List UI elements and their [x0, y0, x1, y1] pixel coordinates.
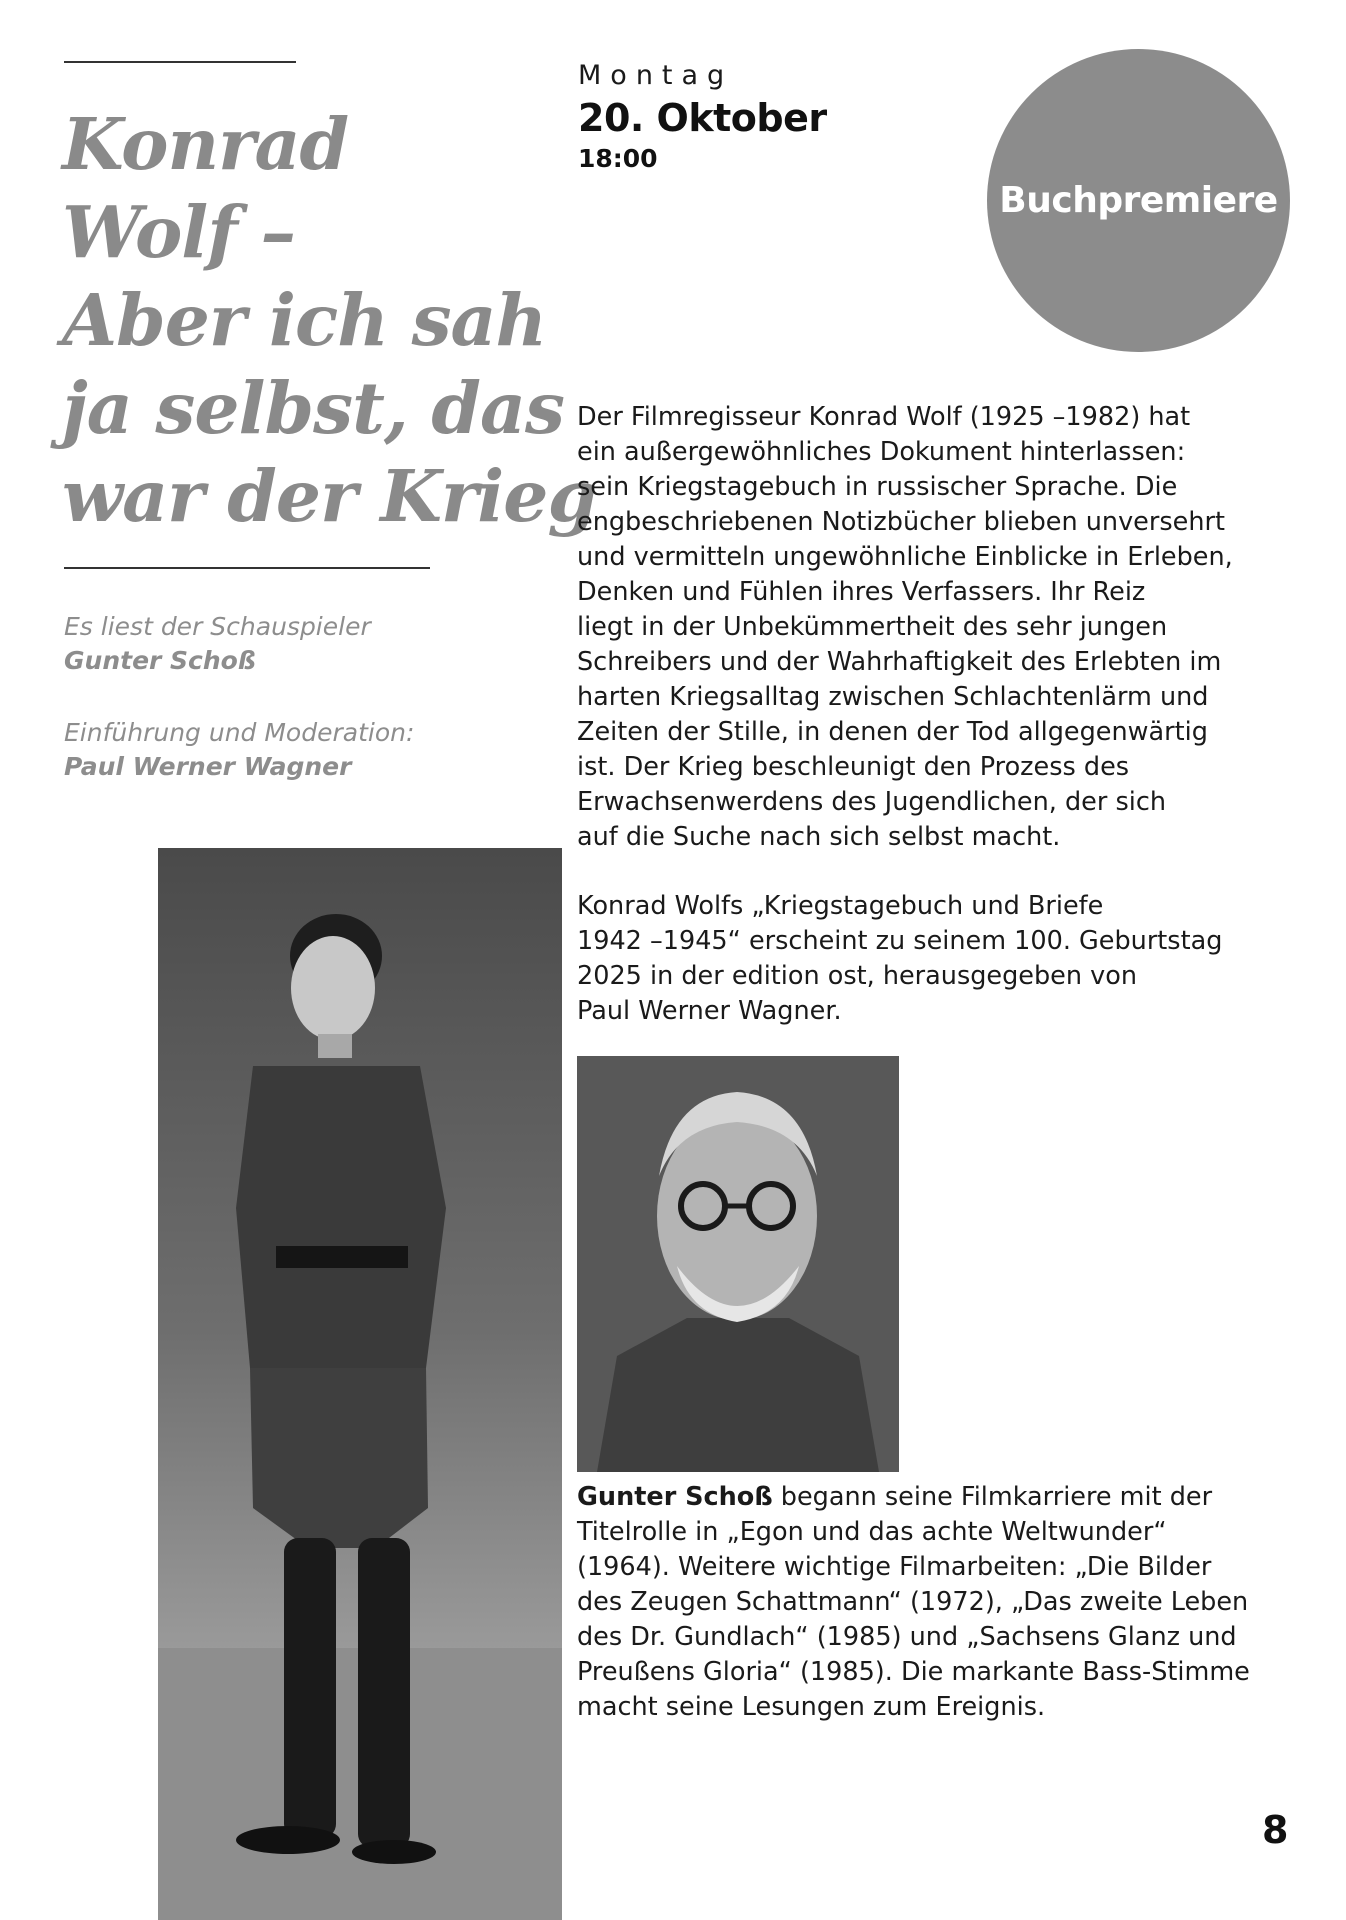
description-line: sein Kriegstagebuch in russischer Sprache. Die — [577, 472, 1178, 502]
description-line: Denken und Fühlen ihres Verfassers. Ihr Reiz — [577, 577, 1146, 607]
publication-line: Konrad Wolfs „Kriegstagebuch und Briefe — [577, 891, 1104, 921]
actor-portrait-photo — [577, 1056, 899, 1472]
description-line: engbeschriebenen Notizbücher blieben unversehrt — [577, 507, 1225, 537]
description-line: liegt in der Unbekümmertheit des sehr jungen — [577, 612, 1168, 642]
reader-name: Gunter Schoß — [64, 646, 256, 675]
top-rule — [64, 61, 296, 63]
event-time: 18:00 — [578, 144, 658, 173]
description-line: Zeiten der Stille, in denen der Tod allgegenwärtig — [577, 717, 1208, 747]
moderation-name: Paul Werner Wagner — [64, 752, 352, 781]
reader-label: Es liest der Schauspieler — [64, 612, 371, 641]
description-line: Erwachsenwerdens des Jugendlichen, der sich — [577, 787, 1167, 817]
moderation-label: Einführung und Moderation: — [64, 718, 415, 747]
bio-first-line — [577, 1480, 1277, 1515]
description-line: ist. Der Krieg beschleunigt den Prozess des — [577, 752, 1130, 782]
description-line: ein außergewöhnliches Dokument hinterlassen: — [577, 437, 1186, 467]
description-line: Schreibers und der Wahrhaftigkeit des Erlebten im — [577, 647, 1222, 677]
publication-line: Paul Werner Wagner. — [577, 996, 842, 1026]
bio-first-line-rest: begann seine Filmkarriere mit der — [772, 1482, 1213, 1512]
page-number: 8 — [1262, 1808, 1289, 1852]
soldier-figure — [158, 848, 562, 1920]
title-rule — [64, 567, 430, 569]
event-weekday: Montag — [578, 60, 734, 91]
title-line: Wolf – — [62, 190, 296, 274]
bio-name: Gunter Schoß — [577, 1482, 773, 1512]
event-type-badge — [987, 49, 1290, 352]
description-line: harten Kriegsalltag zwischen Schlachtenlärm und — [577, 682, 1209, 712]
badge-label: Buchpremiere — [999, 180, 1278, 221]
event-date: 20. Oktober — [578, 96, 827, 140]
title-line: Konrad — [62, 102, 349, 186]
bio-line: macht seine Lesungen zum Ereignis. — [577, 1692, 1046, 1722]
description-line: Der Filmregisseur Konrad Wolf (1925 –1982) hat — [577, 402, 1191, 432]
description-paragraph — [577, 400, 1277, 855]
bio-line: (1964). Weitere wichtige Filmarbeiten: „Die Bilder — [577, 1552, 1212, 1582]
bio-line: Preußens Gloria“ (1985). Die markante Bass-Stimme — [577, 1657, 1250, 1687]
description-line: und vermitteln ungewöhnliche Einblicke in Erleben, — [577, 542, 1233, 572]
publication-line: 1942 –1945“ erscheint zu seinem 100. Geburtstag — [577, 926, 1223, 956]
title-line: ja selbst, das — [62, 366, 564, 450]
actor-portrait-figure — [577, 1056, 899, 1472]
publication-paragraph — [577, 889, 1277, 1029]
soldier-photo — [158, 848, 562, 1920]
title-line: Aber ich sah — [62, 278, 547, 362]
bio-line: Titelrolle in „Egon und das achte Weltwunder“ — [577, 1517, 1167, 1547]
event-title — [62, 100, 597, 540]
publication-line: 2025 in der edition ost, herausgegeben von — [577, 961, 1137, 991]
description-line: auf die Suche nach sich selbst macht. — [577, 822, 1061, 852]
title-line: war der Krieg — [62, 454, 597, 538]
bio-line: des Dr. Gundlach“ (1985) und „Sachsens Glanz und — [577, 1622, 1237, 1652]
actor-bio — [577, 1480, 1277, 1725]
bio-line: des Zeugen Schattmann“ (1972), „Das zweite Leben — [577, 1587, 1249, 1617]
